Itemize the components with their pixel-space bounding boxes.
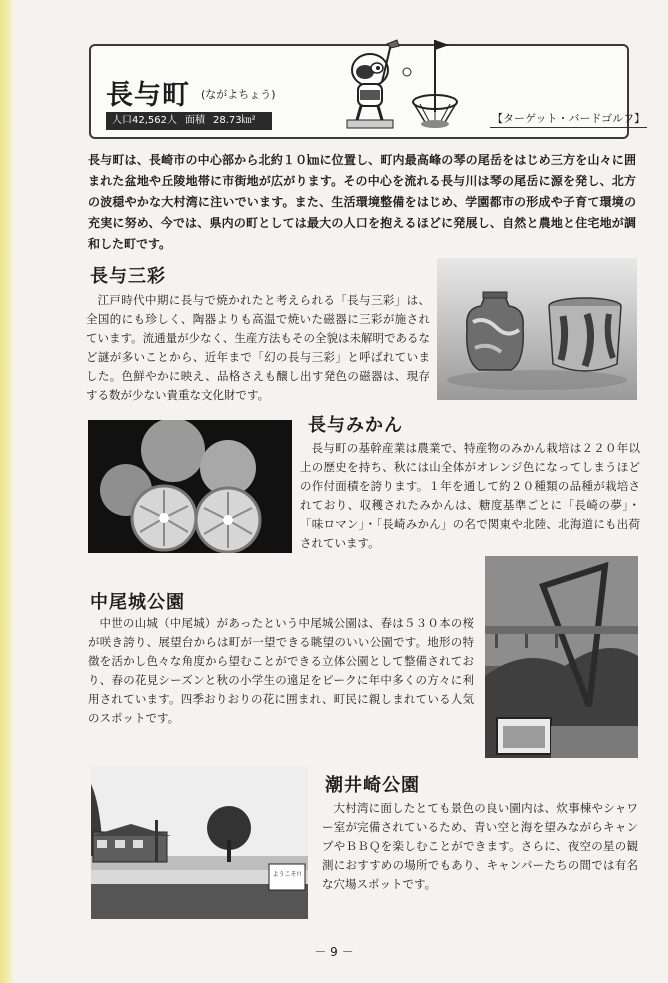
area-label: 面積 [185, 115, 205, 126]
town-name: 長与町 [106, 80, 190, 111]
section-body-shioizaki: 大村湾に面したとても景色の良い園内は、炊事棟やシャワー室が完備されているため、青い空と海を望みながらキャンプやＢＢＱを楽しむことができます。さらに、夜空の星の観測におすすめの場所でもあり、キャンパーたちの間では有名な穴場スポットです。 [322, 801, 638, 891]
section-title-nakao: 中尾城公園 [90, 592, 185, 613]
golf-mascot-illustration [325, 32, 465, 132]
sansai-pottery-photo [437, 258, 637, 400]
page-number: － 9 － [314, 945, 354, 959]
section-title-shioizaki: 潮井崎公園 [325, 775, 420, 796]
section-body-mikan: 長与町の基幹産業は農業で、特産物のみかん栽培は２２０年以上の歴史を持ち、秋には山全体がオレンジ色になってしまうほどの作付面積を誇ります。１年を通して約２０種類の品種が栽培されており、収穫されたみかんは、糖度基準ごとに「長崎の夢」・「味ロマン」・「長崎みかん」の名で関東や北陸、北海道にも出荷されています。 [300, 441, 640, 550]
section-title-sansai: 長与三彩 [90, 266, 166, 287]
park-welcome-sign: ようこそ!! [272, 871, 302, 878]
sport-tag: 【ターゲット・バードゴルフ】 [490, 110, 647, 128]
shioizaki-park-photo [91, 766, 308, 919]
population: 人口42,562人 [112, 115, 177, 126]
nakao-park-photo [485, 556, 638, 758]
area-value: 28.73㎞² [213, 115, 256, 126]
section-body-nakao: 中世の山城（中尾城）があったという中尾城公園は、春は５３０本の桜が咲き誇り、展望台からは町が一望できる眺望のいい公園です。地形の特徴を活かし色々な角度から望むことができる立体公園として整備されており、春の花見シーズンと秋の小学生の遠足をピークに年中多くの方々に利用されています。四季おりおりの花に囲まれ、町民に親しまれている人気のスポットです。 [88, 616, 474, 725]
town-reading: (ながよちょう) [201, 88, 276, 101]
section-body-sansai: 江戸時代中期に長与で焼かれたと考えられる「長与三彩」は、全国的にも珍しく、陶器よりも高温で焼いた磁器に三彩が施されています。流通量が少なく、生産方法もその全貌は未解明であるなど謎が多いことから、近年まで「幻の長与三彩」と呼ばれていました。色鮮やかに映え、品格さえも醸し出す発色の磁器は、現存する数が少ない貴重な文化財です。 [86, 293, 430, 402]
stats-bar [106, 112, 272, 130]
intro-paragraph: 長与町は、長崎市の中心部から北約１０㎞に位置し、町内最高峰の琴の尾岳をはじめ三方を山々に囲まれた盆地や丘陵地帯に市街地が広がります。その中心を流れる長与川は琴の尾岳に源を発し、北方の波穏やかな大村湾に注いでいます。また、生活環境整備をはじめ、学園都市の形成や子育て環境の充実に努め、今では、県内の町としては最大の人口を抱えるほどに発展し、自然と農地と住宅地が調和した町です。 [88, 153, 636, 251]
section-title-mikan: 長与みかん [308, 415, 403, 436]
mikan-photo [88, 420, 292, 553]
